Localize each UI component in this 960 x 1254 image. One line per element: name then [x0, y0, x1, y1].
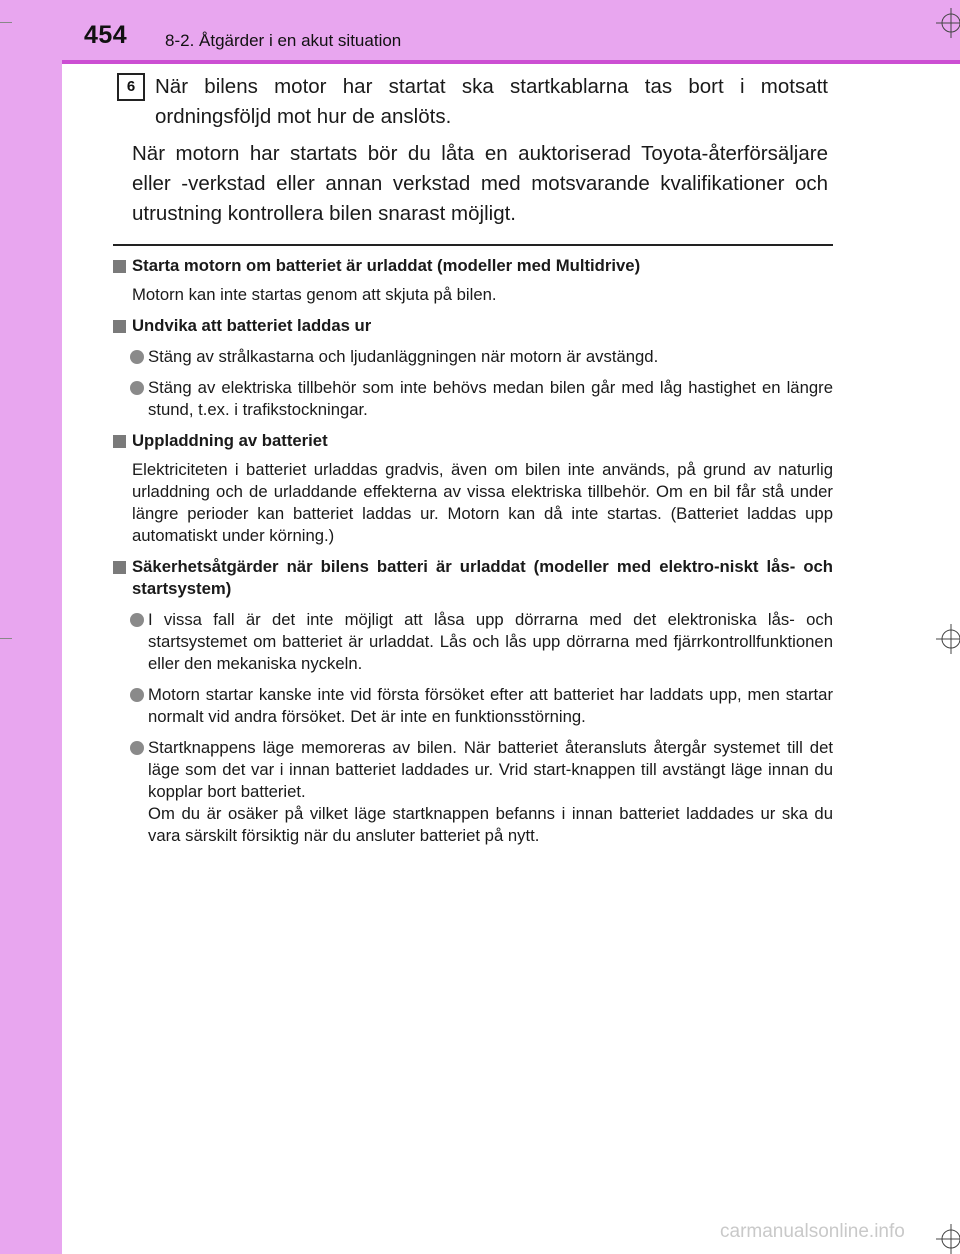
bullet-text: Startknappens läge memoreras av bilen. När batteriet återansluts återgår systemet till det läge som det var i innan batteriet laddades ur. Vrid start-knappen till avstängt läge innan du kopplar bort batteriet. [148, 738, 833, 801]
bullet-extra-text: Om du är osäker på vilket läge startknappen befanns i innan batteriet laddades ur ska du vara särskilt försiktig när du ansluter batteriet på nytt. [148, 804, 833, 845]
header-rule [62, 60, 960, 64]
note-heading [113, 315, 833, 337]
watermark: carmanualsonline.info [720, 1221, 905, 1242]
note-heading [113, 430, 833, 452]
square-bullet-icon [113, 561, 126, 574]
crop-tick [0, 22, 12, 23]
square-bullet-icon [113, 435, 126, 448]
section-divider [113, 244, 833, 246]
note-title: Säkerhetsåtgärder när bilens batteri är urladdat (modeller med elektro-niskt lås- och startsystem) [132, 557, 833, 598]
note-title: Undvika att batteriet laddas ur [132, 316, 372, 335]
circle-bullet-icon [130, 350, 144, 364]
circle-bullet-icon [130, 381, 144, 395]
section-title: 8-2. Åtgärder i en akut situation [165, 31, 402, 50]
bullet-text: Stäng av elektriska tillbehör som inte behövs medan bilen går med låg hastighet en längre stund, t.ex. i trafikstockningar. [148, 378, 833, 419]
note-item [113, 315, 833, 421]
circle-bullet-icon [130, 613, 144, 627]
notes-section [113, 255, 833, 856]
note-item [113, 556, 833, 847]
note-title: Starta motorn om batteriet är urladdat (modeller med Multidrive) [132, 256, 641, 275]
note-heading [113, 556, 833, 600]
intro-paragraph: När motorn har startats bör du låta en auktoriserad Toyota-återförsäljare eller -verkstad eller annan verkstad med motsvarande kvalifikationer och utrustning kontrollera bilen snarast möjligt. [132, 142, 828, 225]
note-body: Motorn kan inte startas genom att skjuta på bilen. [132, 285, 497, 304]
circle-bullet-icon [130, 741, 144, 755]
note-item [113, 255, 833, 306]
bullet-item [113, 609, 833, 675]
bullet-item [113, 737, 833, 847]
note-heading [113, 255, 833, 277]
bullet-item [113, 377, 833, 421]
crop-mark-icon [936, 624, 960, 654]
bullet-item [113, 684, 833, 728]
crop-mark-icon [936, 8, 960, 38]
step-number-badge: 6 [117, 73, 145, 101]
square-bullet-icon [113, 320, 126, 333]
header-band [62, 0, 960, 60]
note-title: Uppladdning av batteriet [132, 431, 328, 450]
step-text: När bilens motor har startat ska startkablarna tas bort i motsatt ordningsföljd mot hur de anslöts. [155, 75, 828, 128]
side-color-bar [0, 0, 62, 1254]
bullet-text: Motorn startar kanske inte vid första försöket efter att batteriet har laddats upp, men startar normalt vid andra försöket. Det är inte en funktionsstörning. [148, 685, 833, 726]
bullet-text: I vissa fall är det inte möjligt att låsa upp dörrarna med det elektroniska lås- och startsystemet om batteriet är urladdat. Lås och lås upp dörrarna med fjärrkontrollfunktionen eller den mekaniska nyckeln. [148, 610, 833, 673]
square-bullet-icon [113, 260, 126, 273]
circle-bullet-icon [130, 688, 144, 702]
crop-mark-icon [936, 1224, 960, 1254]
note-item [113, 430, 833, 547]
bullet-text: Stäng av strålkastarna och ljudanläggningen när motorn är avstängd. [148, 347, 659, 366]
crop-tick [0, 638, 12, 639]
note-body: Elektriciteten i batteriet urladdas gradvis, även om bilen inte används, på grund av naturlig urladdning och de urladdande effekterna av vissa elektriska tillbehör. Om en bil får stå under längre perioder kan batteriet laddas ur. Motorn kan då inte startas. (Batteriet laddas upp automatiskt under körning.) [132, 460, 833, 545]
bullet-item [113, 346, 833, 368]
page-number: 454 [84, 21, 128, 49]
